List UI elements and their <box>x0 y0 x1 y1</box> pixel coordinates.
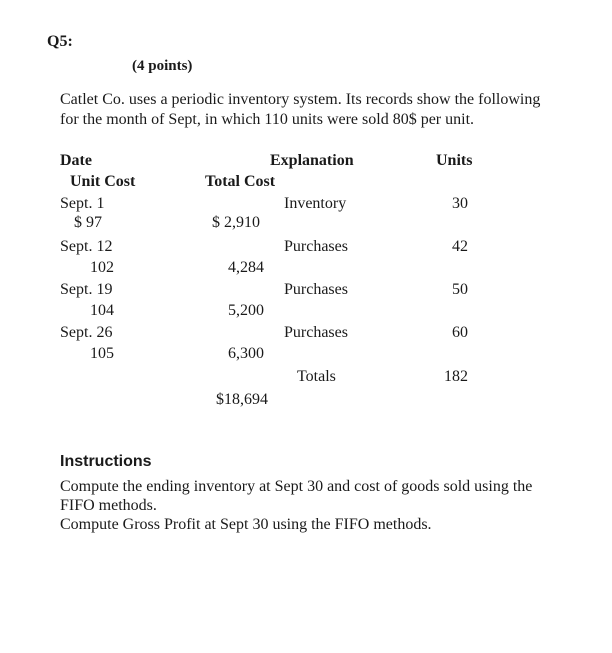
row-date: Sept. 1 <box>60 195 105 212</box>
row-date: Sept. 12 <box>60 238 113 255</box>
instruction-item: Compute Gross Profit at Sept 30 using the FIFO methods. <box>60 516 432 533</box>
header-unit-cost: Unit Cost <box>70 173 136 190</box>
row-date: Sept. 19 <box>60 281 113 298</box>
totals-label: Totals <box>297 368 336 385</box>
instructions-body <box>60 477 560 534</box>
row-unit-cost: 102 <box>90 259 114 276</box>
row-units: 60 <box>452 324 468 341</box>
row-explanation: Purchases <box>284 238 348 255</box>
header-explanation: Explanation <box>270 152 354 169</box>
row-unit-cost: $ 97 <box>74 214 102 231</box>
header-total-cost: Total Cost <box>205 173 276 190</box>
row-units: 50 <box>452 281 468 298</box>
question-number: Q5: <box>47 33 73 50</box>
totals-total-cost: $18,694 <box>216 391 268 408</box>
question-intro: Catlet Co. uses a periodic inventory system. Its records show the following for the month of Sept, in which 110 units were sold 80$ per unit. <box>60 91 541 128</box>
header-date: Date <box>60 152 92 169</box>
row-total-cost: 6,300 <box>228 345 264 362</box>
row-unit-cost: 104 <box>90 302 114 319</box>
row-explanation: Purchases <box>284 281 348 298</box>
row-explanation: Inventory <box>284 195 347 212</box>
row-total-cost: 5,200 <box>228 302 264 319</box>
instruction-item: Compute the ending inventory at Sept 30 and cost of goods sold using the FIFO methods. <box>60 478 533 514</box>
row-unit-cost: 105 <box>90 345 114 362</box>
row-total-cost: 4,284 <box>228 259 264 276</box>
row-units: 42 <box>452 238 468 255</box>
question-points: (4 points) <box>132 58 193 74</box>
header-units: Units <box>436 152 473 169</box>
row-explanation: Purchases <box>284 324 348 341</box>
row-total-cost: $ 2,910 <box>212 214 260 231</box>
totals-units: 182 <box>444 368 468 385</box>
row-date: Sept. 26 <box>60 324 113 341</box>
row-units: 30 <box>452 195 468 212</box>
instructions-heading: Instructions <box>60 453 152 470</box>
